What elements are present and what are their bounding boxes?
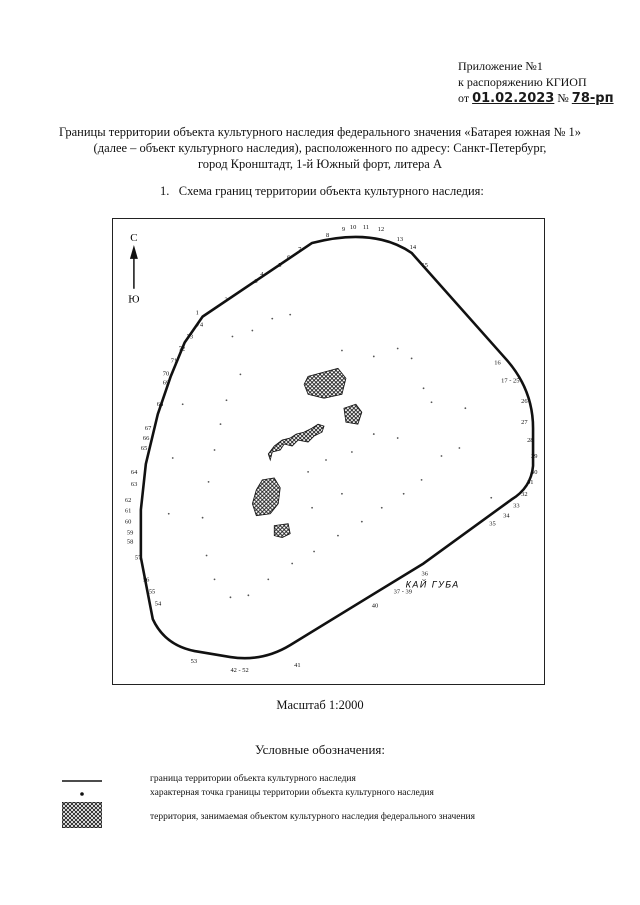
point-label: 30 (531, 468, 538, 476)
territory-boundary (141, 237, 533, 658)
point-label: 53 (190, 658, 198, 666)
map-scale: Масштаб 1:2000 (276, 698, 364, 712)
point-label: 40 (371, 602, 379, 610)
point-label: 54 (154, 600, 162, 608)
point-label: 32 (521, 490, 528, 498)
point-label: 27 (521, 419, 528, 427)
boundary-line-icon (62, 778, 102, 784)
north-arrow-icon (130, 245, 138, 289)
water-label: КАЙ ГУБА (405, 579, 460, 590)
south-label: Ю (128, 293, 140, 306)
point-label: 57 (134, 554, 142, 562)
boundary-point-icon (62, 790, 102, 798)
point-label: 68 (156, 401, 164, 409)
point-label: 42 - 52 (230, 666, 249, 674)
point-label: 26 (521, 398, 528, 406)
point-label: 11 (362, 224, 370, 232)
point-label: 3 (254, 277, 258, 285)
point-label: 5 (278, 261, 282, 269)
point-label: 65 (140, 445, 148, 453)
point-label: 58 (126, 538, 134, 546)
point-label: 16 (494, 359, 501, 367)
appendix-date: 01.02.2023 (472, 91, 555, 106)
appendix-block (458, 58, 614, 107)
point-label: 7 (298, 245, 302, 253)
map-svg (113, 219, 544, 684)
point-label: 59 (126, 529, 134, 537)
point-label: 73 (186, 333, 194, 341)
section-title: Схема границ территории объекта культурного наследия: (178, 184, 484, 198)
point-label: 70 (162, 370, 170, 378)
point-label: 31 (527, 478, 534, 486)
point-label: 37 - 39 (393, 588, 412, 596)
point-label: 14 (409, 243, 417, 251)
point-label: 1 (195, 309, 199, 317)
point-label: 71 (170, 357, 178, 365)
point-label: 4 (260, 270, 264, 278)
point-label: 62 (124, 496, 132, 504)
point-label: 66 (142, 435, 150, 443)
boundary-point-labels (125, 224, 538, 674)
point-label: 69 (162, 379, 170, 387)
hatch-area-icon (62, 802, 102, 828)
appendix-line-2: к распоряжению КГИОП (458, 75, 587, 89)
point-label: 55 (148, 588, 156, 596)
point-label: 56 (142, 576, 150, 584)
appendix-line-3 (458, 90, 614, 107)
point-label: 28 (527, 437, 534, 445)
legend-text: территория, занимаемая объектом культурного наследия федерального значения (150, 812, 475, 822)
point-label: 10 (349, 224, 357, 232)
boundary-map (112, 218, 545, 685)
point-label: 9 (341, 226, 346, 234)
point-label: 12 (377, 226, 385, 234)
point-label: 41 (294, 662, 301, 669)
point-label: 33 (513, 502, 520, 510)
point-label: 34 (503, 512, 510, 520)
heritage-object-area (252, 368, 361, 537)
point-label: 63 (130, 480, 138, 488)
point-label: 29 (531, 452, 538, 460)
point-label: 36 (421, 570, 429, 578)
point-label: 17 - 25 (501, 377, 520, 385)
point-label: 8 (326, 231, 330, 239)
point-label: 13 (396, 235, 404, 243)
legend-text: граница территории объекта культурного наследия (150, 774, 356, 784)
point-label: 2 (224, 296, 228, 304)
point-label: 6 (287, 253, 291, 261)
appendix-number: 78-рп (571, 91, 614, 106)
map-topo-marks (168, 314, 492, 598)
appendix-date-prefix: от (458, 91, 470, 105)
title-line-2: (далее – объект культурного наследия), расположенного по адресу: Санкт-Петербург, (93, 141, 547, 155)
point-label: 72 (178, 345, 186, 353)
appendix-line-1: Приложение №1 (458, 59, 543, 73)
document-title (40, 124, 600, 172)
point-label: 15 (421, 261, 429, 269)
section-number: 1. (160, 184, 170, 198)
appendix-number-prefix: № (557, 91, 569, 105)
north-label: С (130, 231, 138, 244)
point-label: 64 (130, 468, 138, 476)
point-label: 60 (124, 518, 132, 526)
legend-text: характерная точка границы территории объекта культурного наследия (150, 788, 434, 798)
title-line-3: город Кронштадт, 1-й Южный форт, литера А (197, 157, 442, 171)
legend-title: Условные обозначения: (254, 742, 386, 757)
point-label: 35 (489, 520, 496, 528)
point-label: 74 (196, 321, 204, 329)
point-label: 61 (124, 507, 132, 515)
point-label: 67 (144, 425, 152, 433)
title-line-1: Границы территории объекта культурного наследия федерального значения «Батарея южная № 1» (58, 125, 582, 139)
section-heading (160, 184, 484, 199)
